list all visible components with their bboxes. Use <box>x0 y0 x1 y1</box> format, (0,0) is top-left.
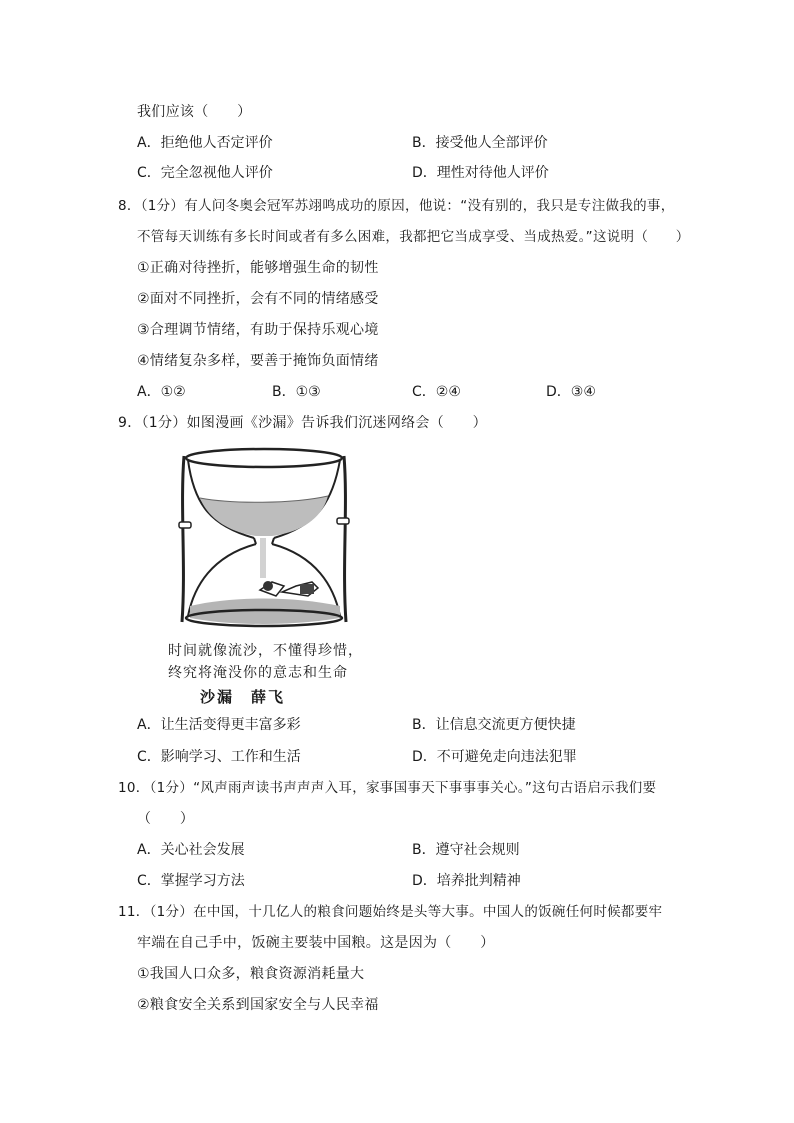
q7-stem-tail: 我们应该（ ） <box>137 104 252 120</box>
q8-option-d: D．③④ <box>546 384 596 400</box>
q9-option-b: B．让信息交流更方便快捷 <box>412 717 576 733</box>
cartoon-title: 沙漏 薛飞 <box>200 688 286 706</box>
q10-stem-line2: （ ） <box>137 811 195 827</box>
cartoon-caption-line1: 时间就像流沙，不懂得珍惜， <box>168 643 363 659</box>
q7-option-c: C．完全忽视他人评价 <box>137 165 273 181</box>
cartoon-caption-line2: 终究将淹没你的意志和生命 <box>168 665 348 681</box>
q7-option-b: B．接受他人全部评价 <box>412 135 548 151</box>
q7-option-a: A．拒绝他人否定评价 <box>137 135 273 151</box>
q11-stem-line2: 牢端在自己手中，饭碗主要装中国粮。这是因为（ ） <box>137 935 495 951</box>
q8-option-c: C．②④ <box>412 384 461 400</box>
q10-option-a: A．关心社会发展 <box>137 842 245 858</box>
q11-item-2: ②粮食安全关系到国家安全与人民幸福 <box>137 997 379 1013</box>
q8-stem-line1: 8．（1分）有人问冬奥会冠军苏翊鸣成功的原因，他说：“没有别的，我只是专注做我的事， <box>118 198 675 214</box>
q9-stem: 9．（1分）如图漫画《沙漏》告诉我们沉迷网络会（ ） <box>118 415 487 431</box>
q9-option-d: D．不可避免走向违法犯罪 <box>412 749 577 765</box>
q8-item-2: ②面对不同挫折，会有不同的情绪感受 <box>137 291 379 307</box>
q8-stem-line2: 不管每天训练有多长时间或者有多么困难，我都把它当成享受、当成热爱。”这说明（ ） <box>137 229 690 245</box>
q8-item-3: ③合理调节情绪，有助于保持乐观心境 <box>137 322 379 338</box>
hourglass-drawing <box>172 446 368 636</box>
q8-option-a: A．①② <box>137 384 186 400</box>
q8-item-1: ①正确对待挫折，能够增强生命的韧性 <box>137 260 379 276</box>
hourglass-cartoon <box>168 446 368 710</box>
q10-option-b: B．遵守社会规则 <box>412 842 520 858</box>
q9-option-a: A．让生活变得更丰富多彩 <box>137 717 301 733</box>
q8-item-4: ④情绪复杂多样，要善于掩饰负面情绪 <box>137 353 379 369</box>
q8-option-b: B．①③ <box>272 384 321 400</box>
q9-option-c: C．影响学习、工作和生活 <box>137 749 301 765</box>
q11-stem-line1: 11．（1分）在中国，十几亿人的粮食问题始终是头等大事。中国人的饭碗任何时候都要牢 <box>118 904 663 920</box>
q11-item-1: ①我国人口众多，粮食资源消耗量大 <box>137 966 365 982</box>
q7-option-d: D．理性对待他人评价 <box>412 165 549 181</box>
q10-option-d: D．培养批判精神 <box>412 873 521 889</box>
q10-stem-line1: 10．（1分）“风声雨声读书声声声入耳，家事国事天下事事事关心。”这句古语启示我们要 <box>118 780 657 796</box>
q10-option-c: C．掌握学习方法 <box>137 873 245 889</box>
